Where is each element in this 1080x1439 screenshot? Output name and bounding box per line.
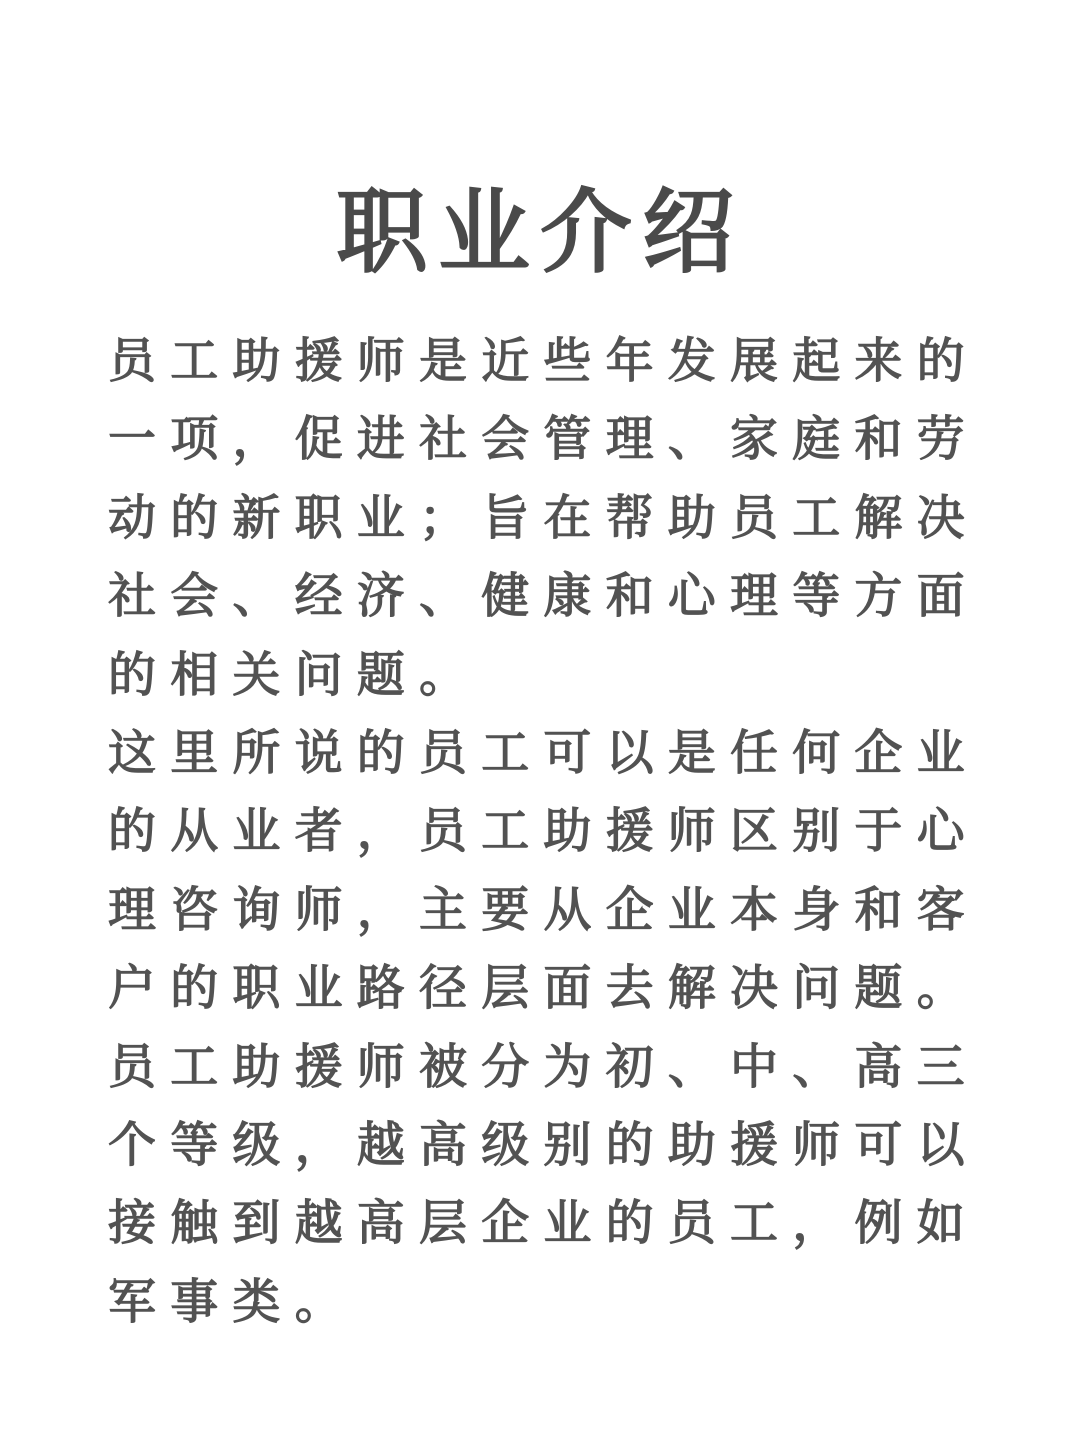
text-line: 的相关问题。 — [108, 646, 482, 703]
text-line: 这里所说的员工可以是任何企业 — [108, 724, 979, 781]
paragraph-intro — [108, 322, 979, 714]
text-line: 户的职业路径层面去解决问题。 — [108, 960, 979, 1017]
text-line: 社会、经济、健康和心理等方面 — [108, 568, 979, 625]
text-line: 理咨询师，主要从企业本身和客 — [108, 881, 979, 938]
article-body — [108, 322, 979, 1341]
text-line: 的从业者，员工助援师区别于心 — [108, 803, 979, 860]
paragraph-levels — [108, 1028, 979, 1342]
text-line: 员工助援师是近些年发展起来的 — [108, 333, 979, 389]
text-line: 动的新职业；旨在帮助员工解决 — [108, 489, 979, 546]
paragraph-employee-scope — [108, 714, 979, 1028]
text-line: 军事类。 — [108, 1273, 357, 1330]
text-line: 一项，促进社会管理、家庭和劳 — [108, 411, 979, 468]
page-title: 职业介绍 — [335, 177, 744, 286]
text-line: 个等级，越高级别的助援师可以 — [108, 1116, 979, 1173]
text-line: 接触到越高层企业的员工，例如 — [108, 1195, 979, 1252]
text-line: 员工助援师被分为初、中、高三 — [108, 1038, 979, 1095]
